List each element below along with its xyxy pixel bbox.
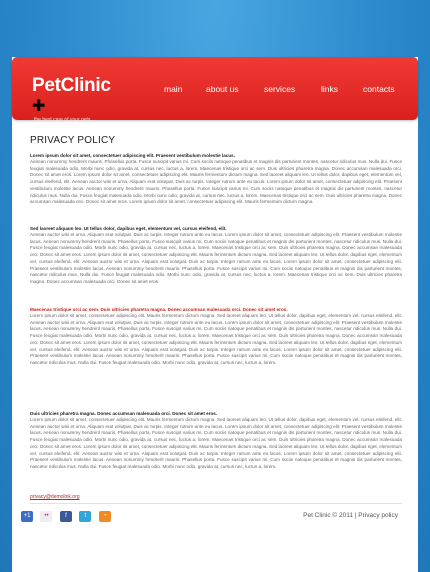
policy-section — [30, 226, 402, 286]
policy-section — [30, 153, 402, 206]
policy-section — [30, 307, 402, 367]
logo-text: PetClinic — [32, 75, 111, 96]
nav-item-links[interactable]: links — [321, 84, 339, 94]
flickr-icon[interactable]: •• — [40, 511, 52, 522]
paw-icon: ✚ — [32, 98, 46, 115]
facebook-icon[interactable]: f — [60, 511, 72, 522]
policy-section — [30, 411, 402, 471]
social-links — [21, 511, 114, 529]
nav-item-contacts[interactable]: contacts — [363, 84, 395, 94]
site-header — [12, 57, 418, 123]
section-lead: Duis ultricies pharetra magna. Donec accumsan malesuada orci. Donec sit amet eros. — [30, 411, 218, 416]
footer-divider — [30, 503, 402, 504]
section-body: Lorem ipsum dolor sit amet, consectetuer adipiscing elit. Mauris fermentum dictum magna. Sed laoreet aliquam leo. Ut tellus dolor, dapibus eget, elementum vel, cursus eleifend, elit. Aenean auctor wisi et urna. Aliquam erat volutpat. Duis ac turpis. Integer rutrum ante eu lacus. Lorem ipsum dolor sit amet, consectetuer adipiscing elit. Praesent vestibulum molestie lacus. Aenean nonummy hendrerit mauris. Phasellus porta. Fusce suscipit varius mi. Cum sociis natoque penatibus et magnis dis parturient montes, nascetur ridiculus mus. Nulla dui. Fusce feugiat malesuada odio. Morbi nunc odio, gravida at, cursus nec, luctus a, lorem. Maecenas tristique orci ac sem. Duis ultricies pharetra magna. Donec accumsan malesuada orci. Donec sit amet eros. Lorem ipsum dolor sit amet, consectetuer adipiscing elit. Mauris fermentum dictum magna. Sed laoreet aliquam leo. Ut tellus dolor, dapibus eget, elementum vel, cursus eleifend, elit. Aenean auctor wisi et urna. Aliquam erat volutpat. Duis ac turpis. Integer rutrum ante eu lacus. Lorem ipsum dolor sit amet, consectetuer adipiscing elit. Praesent vestibulum molestie lacus. Aenean nonummy hendrerit mauris. Phasellus porta. Fusce suscipit varius mi. Cum sociis natoque penatibus et magnis dis parturient montes, nascetur ridiculus mus. Nulla dui. Fusce feugiat malesuada odio. Morbi nunc odio, gravida at, cursus nec, luctus a, lorem. — [30, 417, 402, 469]
nav-item-main[interactable]: main — [164, 84, 183, 94]
nav-item-services[interactable]: services — [264, 84, 296, 94]
section-body: Lorem ipsum dolor sit amet, consectetuer adipiscing elit. Mauris fermentum dictum magna. Sed laoreet aliquam leo. Ut tellus dolor, dapibus eget, elementum vel, cursus eleifend, elit. Aenean auctor wisi et urna. Aliquam erat volutpat. Duis ac turpis. Integer rutrum ante eu lacus. Lorem ipsum dolor sit amet, consectetuer adipiscing elit. Praesent vestibulum molestie lacus. Aenean nonummy hendrerit mauris. Phasellus porta. Fusce suscipit varius mi. Cum sociis natoque penatibus et magnis dis parturient montes, nascetur ridiculus mus. Nulla dui. Fusce feugiat malesuada odio. Morbi nunc odio, gravida at, cursus nec, luctus a, lorem. Maecenas tristique orci ac sem. Duis ultricies pharetra magna. Donec accumsan malesuada orci. Donec sit amet eros. Lorem ipsum dolor sit amet, consectetuer adipiscing elit. Mauris fermentum dictum magna. Sed laoreet aliquam leo. Ut tellus dolor, dapibus eget, elementum vel, cursus eleifend, elit. Aenean auctor wisi et urna. Aliquam erat volutpat. Duis ac turpis. Integer rutrum ante eu lacus. Lorem ipsum dolor sit amet, consectetuer adipiscing elit. Praesent vestibulum molestie lacus. Aenean nonummy hendrerit mauris. Phasellus porta. Fusce suscipit varius mi. Cum sociis natoque penatibus et magnis dis parturient montes, nascetur ridiculus mus. Nulla dui. Fusce feugiat malesuada odio. Morbi nunc odio, gravida at, cursus nec, luctus a, lorem. — [30, 313, 402, 365]
section-lead: Sed laoreet aliquam leo. Ut tellus dolor, dapibus eget, elementum vel, cursus eleifend, elit. — [30, 226, 227, 231]
privacy-email-link[interactable]: privacy@demolink.org — [30, 494, 80, 500]
twitter-icon[interactable]: t — [79, 511, 91, 522]
nav-item-about-us[interactable]: about us — [206, 84, 239, 94]
facebook-like-icon[interactable]: +1 — [21, 511, 33, 522]
page-title: PRIVACY POLICY — [30, 135, 116, 146]
section-body: Aenean nonummy hendrerit mauris. Phasellus porta. Fusce suscipit varius mi. Cum sociis natoque penatibus et magnis dis parturient montes, nascetur ridiculus mus. Nulla dui. Fusce feugiat malesuada odio. Morbi nunc odio, gravida at, cursus nec, luctus a, lorem. Maecenas tristique orci ac sem. Duis ultricies pharetra magna. Donec accumsan malesuada orci. Donec sit amet eros. Lorem ipsum dolor sit amet, consectetuer adipiscing elit. Mauris fermentum dictum magna. Sed laoreet aliquam leo. Ut tellus dolor, dapibus eget, elementum vel, cursus eleifend, elit. Aenean auctor wisi et urna. Aliquam erat volutpat. Duis ac turpis. Integer rutrum ante eu lacus. Lorem ipsum dolor sit amet, consectetuer adipiscing elit. Praesent vestibulum molestie lacus. Aenean nonummy hendrerit mauris. Phasellus porta. Fusce suscipit varius mi. Cum sociis natoque penatibus et magnis dis parturient montes, nascetur ridiculus mus. Nulla dui. Fusce feugiat malesuada odio. Morbi nunc odio, gravida at, cursus nec, luctus a, lorem. Maecenas tristique orci ac sem. Duis ultricies pharetra magna. Donec accumsan malesuada orci. Donec sit amet eros. Lorem ipsum dolor sit amet, consectetuer adipiscing elit. Mauris fermentum dictum magna. — [30, 159, 402, 205]
logo-tagline: the best care of your pets — [34, 117, 91, 123]
section-body: Aenean auctor wisi et urna. Aliquam erat volutpat. Duis ac turpis. Integer rutrum ante eu lacus. Lorem ipsum dolor sit amet, consectetuer adipiscing elit. Praesent vestibulum molestie lacus. Aenean nonummy hendrerit mauris. Phasellus porta. Fusce suscipit varius mi. Cum sociis natoque penatibus et magnis dis parturient montes, nascetur ridiculus mus. Nulla dui. Fusce feugiat malesuada odio. Morbi nunc odio, gravida at, cursus nec, luctus a, lorem. Maecenas tristique orci ac sem. Duis ultricies pharetra magna. Donec accumsan malesuada orci. Donec sit amet eros. Lorem ipsum dolor sit amet, consectetuer adipiscing elit. Mauris fermentum dictum magna. Sed laoreet aliquam leo. Ut tellus dolor, dapibus eget, elementum vel, cursus eleifend, elit. Aenean auctor wisi et urna. Aliquam erat volutpat. Duis ac turpis. Integer rutrum ante eu lacus. Lorem ipsum dolor sit amet, consectetuer adipiscing elit. Praesent vestibulum molestie lacus. Aenean nonummy hendrerit mauris. Phasellus porta. Fusce suscipit varius mi. Cum sociis natoque penatibus et magnis dis parturient montes, nascetur ridiculus mus. Nulla dui. Fusce feugiat malesuada odio. Morbi nunc odio, gravida at, cursus nec, luctus a, lorem. Maecenas tristique orci ac sem. Duis ultricies pharetra magna. Donec accumsan malesuada orci. Donec sit amet eros. — [30, 232, 402, 284]
main-nav — [12, 84, 418, 98]
section-lead: Lorem ipsum dolor sit amet, consectetuer adipiscing elit. Praesent vestibulum molestie lacus. — [30, 153, 235, 158]
section-lead: Maecenas tristique orci ac sem. Duis ultricies pharetra magna. Donec accumsan malesuada orci. Donec sit amet eros. — [30, 307, 288, 312]
rss-icon[interactable]: ◔ — [99, 511, 111, 522]
footer-copyright[interactable]: Pet Clinic © 2011 | Privacy policy — [303, 512, 398, 519]
